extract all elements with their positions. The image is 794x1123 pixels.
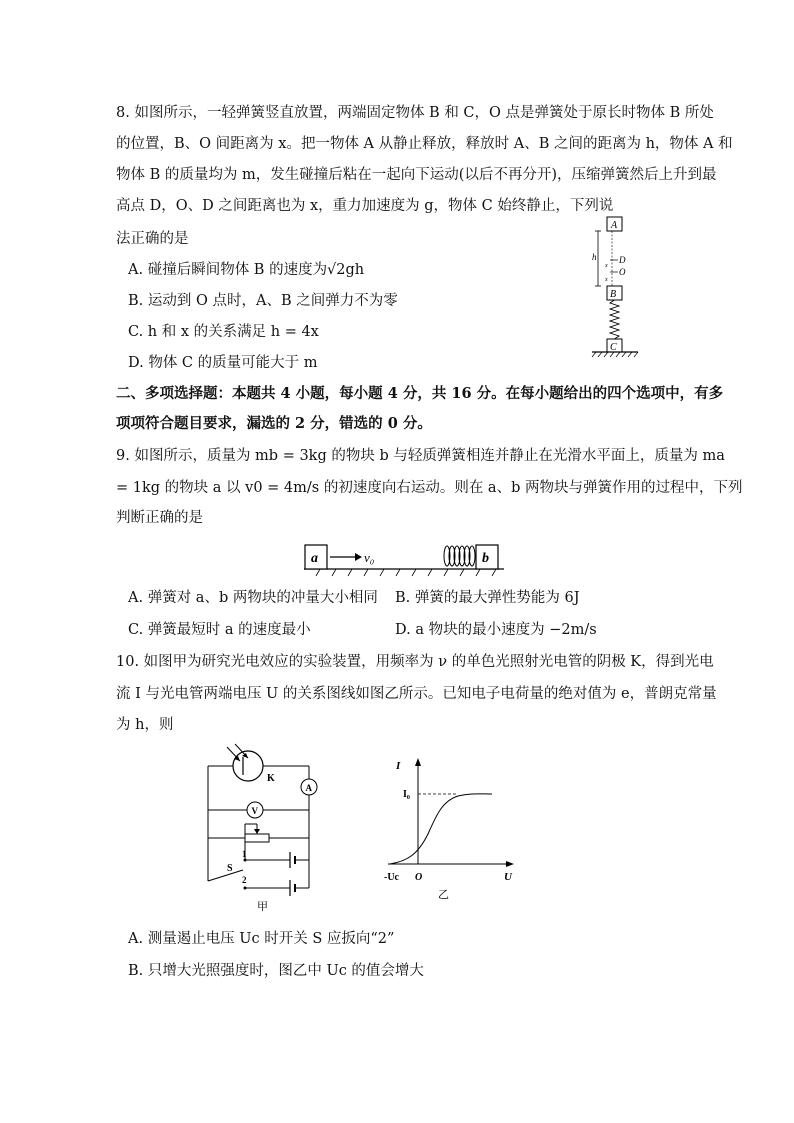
q8-option-c: C. h 和 x 的关系满足 h = 4x <box>128 324 319 340</box>
q9-line-1: 9. 如图所示，质量为 mb = 3kg 的物块 b 与轻质弹簧相连并静止在光滑水平面上，质量为 ma <box>116 448 725 464</box>
graph-x-label: U <box>504 871 512 883</box>
q10-option-a: A. 测量遏止电压 Uc 时开关 S 应扳向“2” <box>128 931 395 947</box>
q8-line-3: 物体 B 的质量均为 m，发生碰撞后粘在一起向下运动(以后不再分开)，压缩弹簧然后上升到最 <box>116 167 717 183</box>
switch-pos1-label: 1 <box>242 849 247 859</box>
block-a-label: A <box>611 220 618 231</box>
q9-line-3: 判断正确的是 <box>116 510 203 526</box>
block-c-label: C <box>610 342 617 353</box>
graph-origin-label: O <box>415 872 423 883</box>
q10-line-1: 10. 如图甲为研究光电效应的实验装置，用频率为 ν 的单色光照射光电管的阴极 K，得到光电 <box>116 654 714 670</box>
switch-pos2-label: 2 <box>242 875 247 885</box>
switch-label: S <box>227 863 233 874</box>
q9-option-c: C. 弹簧最短时 a 的速度最小 <box>128 622 311 638</box>
iu-graph-figure <box>380 756 520 906</box>
q9-option-a: A. 弹簧对 a、b 两物块的冲量大小相同 <box>128 590 378 606</box>
q8-option-d: D. 物体 C 的质量可能大于 m <box>128 355 318 371</box>
blocks-spring-figure <box>300 542 510 582</box>
iu-curve <box>390 794 492 864</box>
graph-y-label: I <box>396 760 401 772</box>
h-label: h <box>592 252 597 262</box>
ammeter-label: A <box>305 783 312 793</box>
q10-line-3: 为 h，则 <box>116 717 174 733</box>
q8-option-a: A. 碰撞后瞬间物体 B 的速度为√2gh <box>128 262 365 278</box>
block-a-label: a <box>311 551 318 566</box>
q8-line-5: 法正确的是 <box>116 231 189 247</box>
q9-option-b: B. 弹簧的最大弹性势能为 6J <box>395 590 580 606</box>
velocity-label: v₀ <box>364 550 375 565</box>
q8-line-1: 8. 如图所示，一轻弹簧竖直放置，两端固定物体 B 和 C，O 点是弹簧处于原长时物体 B 所处 <box>116 105 714 121</box>
circuit-caption: 甲 <box>257 901 268 913</box>
section2-line-2: 项项符合题目要求，漏选的 2 分，错选的 0 分。 <box>116 415 432 432</box>
q10-line-2: 流 I 与光电管两端电压 U 的关系图线如图乙所示。已知电子电荷量的绝对值为 e，普朗克常量 <box>116 686 717 702</box>
x-label-2: x <box>605 277 608 283</box>
q8-option-b: B. 运动到 O 点时，A、B 之间弹力不为零 <box>128 293 398 309</box>
q9-option-d: D. a 物块的最小速度为 −2m/s <box>395 622 597 638</box>
q8-line-4: 高点 D，O、D 之间距离也为 x，重力加速度为 g，物体 C 始终静止，下列说 <box>116 198 614 214</box>
o-label: O <box>619 267 626 277</box>
graph-i0-label: I₀ <box>403 789 410 800</box>
q10-option-b: B. 只增大光照强度时，图乙中 Uc 的值会增大 <box>128 963 424 979</box>
graph-caption: 乙 <box>438 889 449 901</box>
block-b-label: b <box>482 551 489 566</box>
voltmeter-label: V <box>251 806 258 816</box>
x-label-1: x <box>605 263 608 269</box>
q9-line-2: = 1kg 的物块 a 以 v0 = 4m/s 的初速度向右运动。则在 a、b 两物块与弹簧作用的过程中，下列 <box>116 480 743 496</box>
section2-line-1: 二、多项选择题：本题共 4 小题，每小题 4 分，共 16 分。在每小题给出的四个选项中，有多 <box>116 385 724 402</box>
spring-blocks-figure <box>588 214 648 364</box>
d-label: D <box>619 255 626 265</box>
circuit-figure <box>205 744 325 914</box>
q8-line-2: 的位置，B、O 间距离为 x。把一物体 A 从静止释放，释放时 A、B 之间的距离为 h，物体 A 和 <box>116 136 733 152</box>
graph-neg-uc-label: -Uc <box>384 872 399 883</box>
cathode-label: K <box>267 773 275 784</box>
block-b-label: B <box>610 289 617 300</box>
